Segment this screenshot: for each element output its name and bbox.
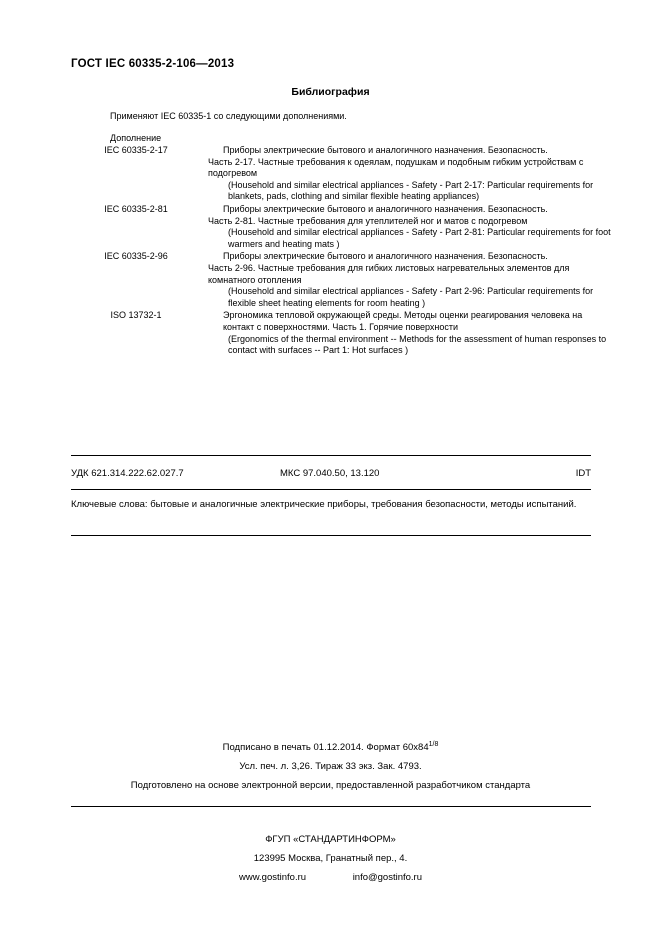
bibliography-entry [71,203,614,250]
page-header: ГОСТ IEC 60335-2-106—2013 [71,58,235,70]
publisher-email-link[interactable]: info@gostinfo.ru [352,872,423,883]
divider-bottom [71,535,591,536]
bibliography-entry [71,310,611,356]
supplement-label: Дополнение [110,133,162,143]
entry-line: Часть 2-17. Частные требования к одеялам, подушкам и подобным гибким устройствам с подогревом [208,156,586,179]
divider-footer [71,806,591,807]
publisher-address: 123995 Москва, Гранатный пер., 4. [253,853,408,864]
entry-line: (Ergonomics of the thermal environment -- Methods for the assessment of human responses to contact with surfaces -- Part 1: Hot surfaces ) [228,333,609,356]
entry-body [208,145,611,203]
entry-body [208,251,611,309]
publisher-block [0,830,661,887]
entry-line: (Household and similar electrical appliances - Safety - Part 2-81: Particular requirements for foot warmers and heating mats ) [228,227,614,249]
bibliography-entry [71,145,611,203]
imprint-line-3: Подготовлено на основе электронной версии, предоставленной разработчиком стандарта [130,780,531,792]
bibliography-entry [71,251,611,309]
publisher-contacts [0,868,661,887]
imprint-print-text: Подписано в печать 01.12.2014. Формат 60х84 [222,742,429,754]
entry-line: (Household and similar electrical appliances - Safety - Part 2-17: Particular requirements for blankets, pads, clothing and similar flexible heating appliances) [228,179,596,202]
divider-top [71,455,591,456]
entry-line: Часть 2-96. Частные требования для гибких листовых нагревательных элементов для комнатного отопления [208,262,572,285]
entry-body [208,310,611,356]
entry-code: IEC 60335-2-96 [104,251,168,262]
imprint-line-2: Усл. печ. л. 3,26. Тираж 33 экз. Зак. 4793. [239,761,422,773]
mks-code: МКС 97.040.50, 13.120 [280,468,380,479]
entry-code: ISO 13732-1 [110,310,162,321]
imprint-block [0,735,661,795]
section-title: Библиография [291,86,370,98]
intro-paragraph: Применяют IEC 60335-1 со следующими дополнениями. [110,111,347,121]
publisher-website-link[interactable]: www.gostinfo.ru [238,872,307,883]
entry-body [208,203,614,250]
entry-line: Эргономика тепловой окружающей среды. Методы оценки реагирования человека на контакт с поверхностями. Часть 1. Горячие поверхности [223,310,585,332]
entry-line: Приборы электрические бытового и аналогичного назначения. Безопасность. [223,203,548,214]
publisher-name: ФГУП «СТАНДАРТИНФОРМ» [265,834,396,845]
imprint-format-fraction: 1/8 [428,741,439,748]
udk-code: УДК 621.314.222.62.027.7 [71,468,184,479]
entry-line: (Household and similar electrical appliances - Safety - Part 2-96: Particular requirements for flexible sheet heating elements for room heating ) [228,286,596,308]
entry-code: IEC 60335-2-81 [104,203,168,214]
divider-middle [71,489,591,490]
entry-code: IEC 60335-2-17 [104,145,168,155]
keywords-paragraph: Ключевые слова: бытовые и аналогичные электрические приборы, требования безопасности, методы испытаний. [71,499,577,510]
entry-line: Приборы электрические бытового и аналогичного назначения. Безопасность. [223,145,548,155]
bibliography-list [71,145,614,358]
idt-code: IDT [575,468,591,479]
entry-line: Приборы электрические бытового и аналогичного назначения. Безопасность. [223,251,548,262]
imprint-line-1 [0,735,661,757]
entry-line: Часть 2-81. Частные требования для утеплителей ног и матов с подогревом [208,215,528,226]
